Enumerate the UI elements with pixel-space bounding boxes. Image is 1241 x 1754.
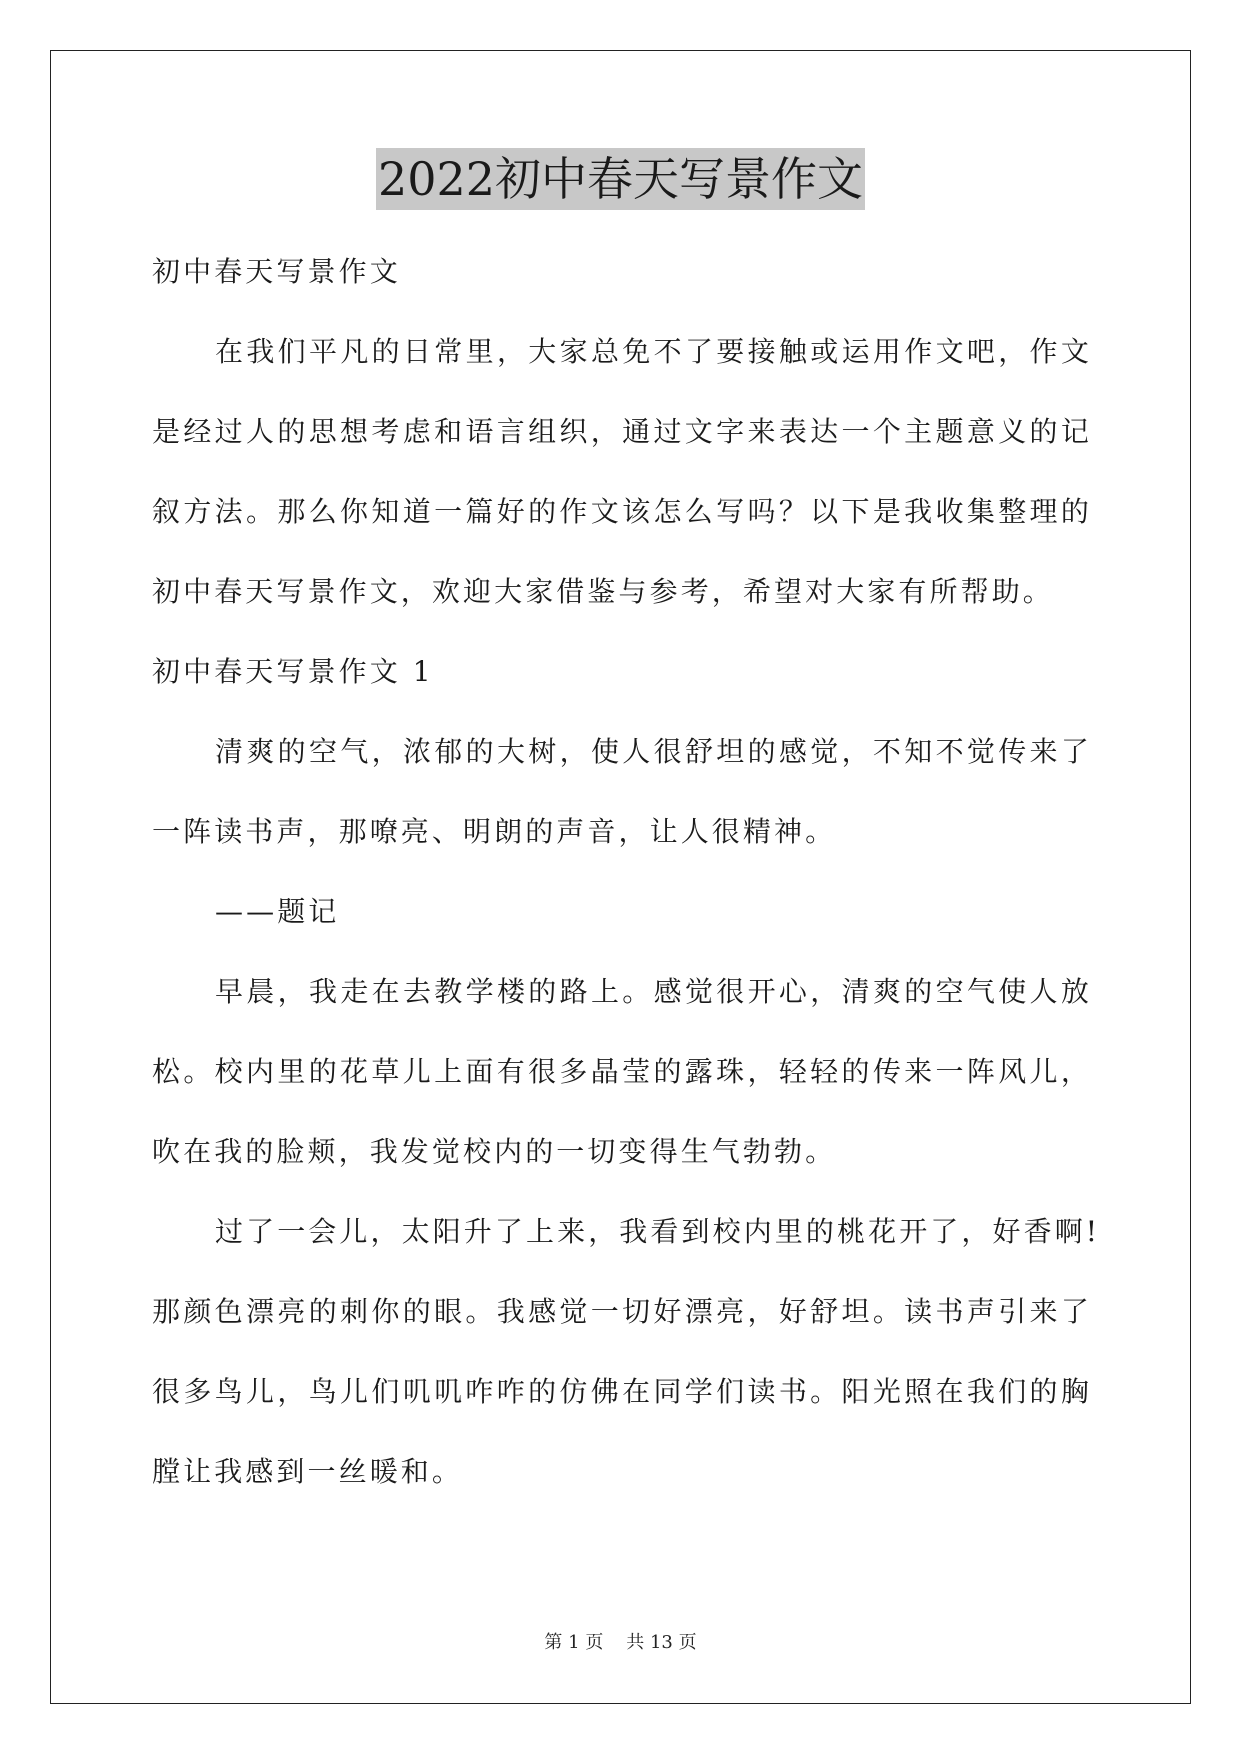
document-title: 2022初中春天写景作文 <box>376 148 865 210</box>
paragraph-line: 早晨，我走在去教学楼的路上。感觉很开心，清爽的空气使人放 <box>215 975 1092 1008</box>
paragraph-line: 松。校内里的花草儿上面有很多晶莹的露珠，轻轻的传来一阵风儿， <box>152 1055 1092 1088</box>
subtitle-line: 初中春天写景作文 <box>152 255 401 288</box>
epigraph-line: ——题记 <box>215 895 340 928</box>
paragraph-line: 在我们平凡的日常里，大家总免不了要接触或运用作文吧，作文 <box>215 335 1092 368</box>
page-number: 第 1 页 <box>544 1632 604 1653</box>
paragraph-line: 膛让我感到一丝暖和。 <box>152 1455 464 1488</box>
paragraph-line: 一阵读书声，那嘹亮、明朗的声音，让人很精神。 <box>152 815 837 848</box>
paragraph-line: 很多鸟儿，鸟儿们叽叽咋咋的仿佛在同学们读书。阳光照在我们的胸 <box>152 1375 1092 1408</box>
page-footer <box>0 1628 1241 1654</box>
paragraph-line: 过了一会儿，太阳升了上来，我看到校内里的桃花开了，好香啊! <box>215 1215 1101 1248</box>
document-body <box>152 232 1101 1512</box>
paragraph-line: 是经过人的思想考虑和语言组织，通过文字来表达一个主题意义的记 <box>152 415 1092 448</box>
paragraph-line: 清爽的空气，浓郁的大树，使人很舒坦的感觉，不知不觉传来了 <box>215 735 1092 768</box>
paragraph-line: 初中春天写景作文，欢迎大家借鉴与参考，希望对大家有所帮助。 <box>152 575 1054 608</box>
paragraph-line: 那颜色漂亮的刺你的眼。我感觉一切好漂亮，好舒坦。读书声引来了 <box>152 1295 1092 1328</box>
title-container <box>0 148 1241 210</box>
paragraph-line: 叙方法。那么你知道一篇好的作文该怎么写吗？以下是我收集整理的 <box>152 495 1092 528</box>
paragraph-line: 吹在我的脸颊，我发觉校内的一切变得生气勃勃。 <box>152 1135 837 1168</box>
page-total: 共 13 页 <box>626 1632 697 1653</box>
section-heading: 初中春天写景作文 1 <box>152 655 434 688</box>
